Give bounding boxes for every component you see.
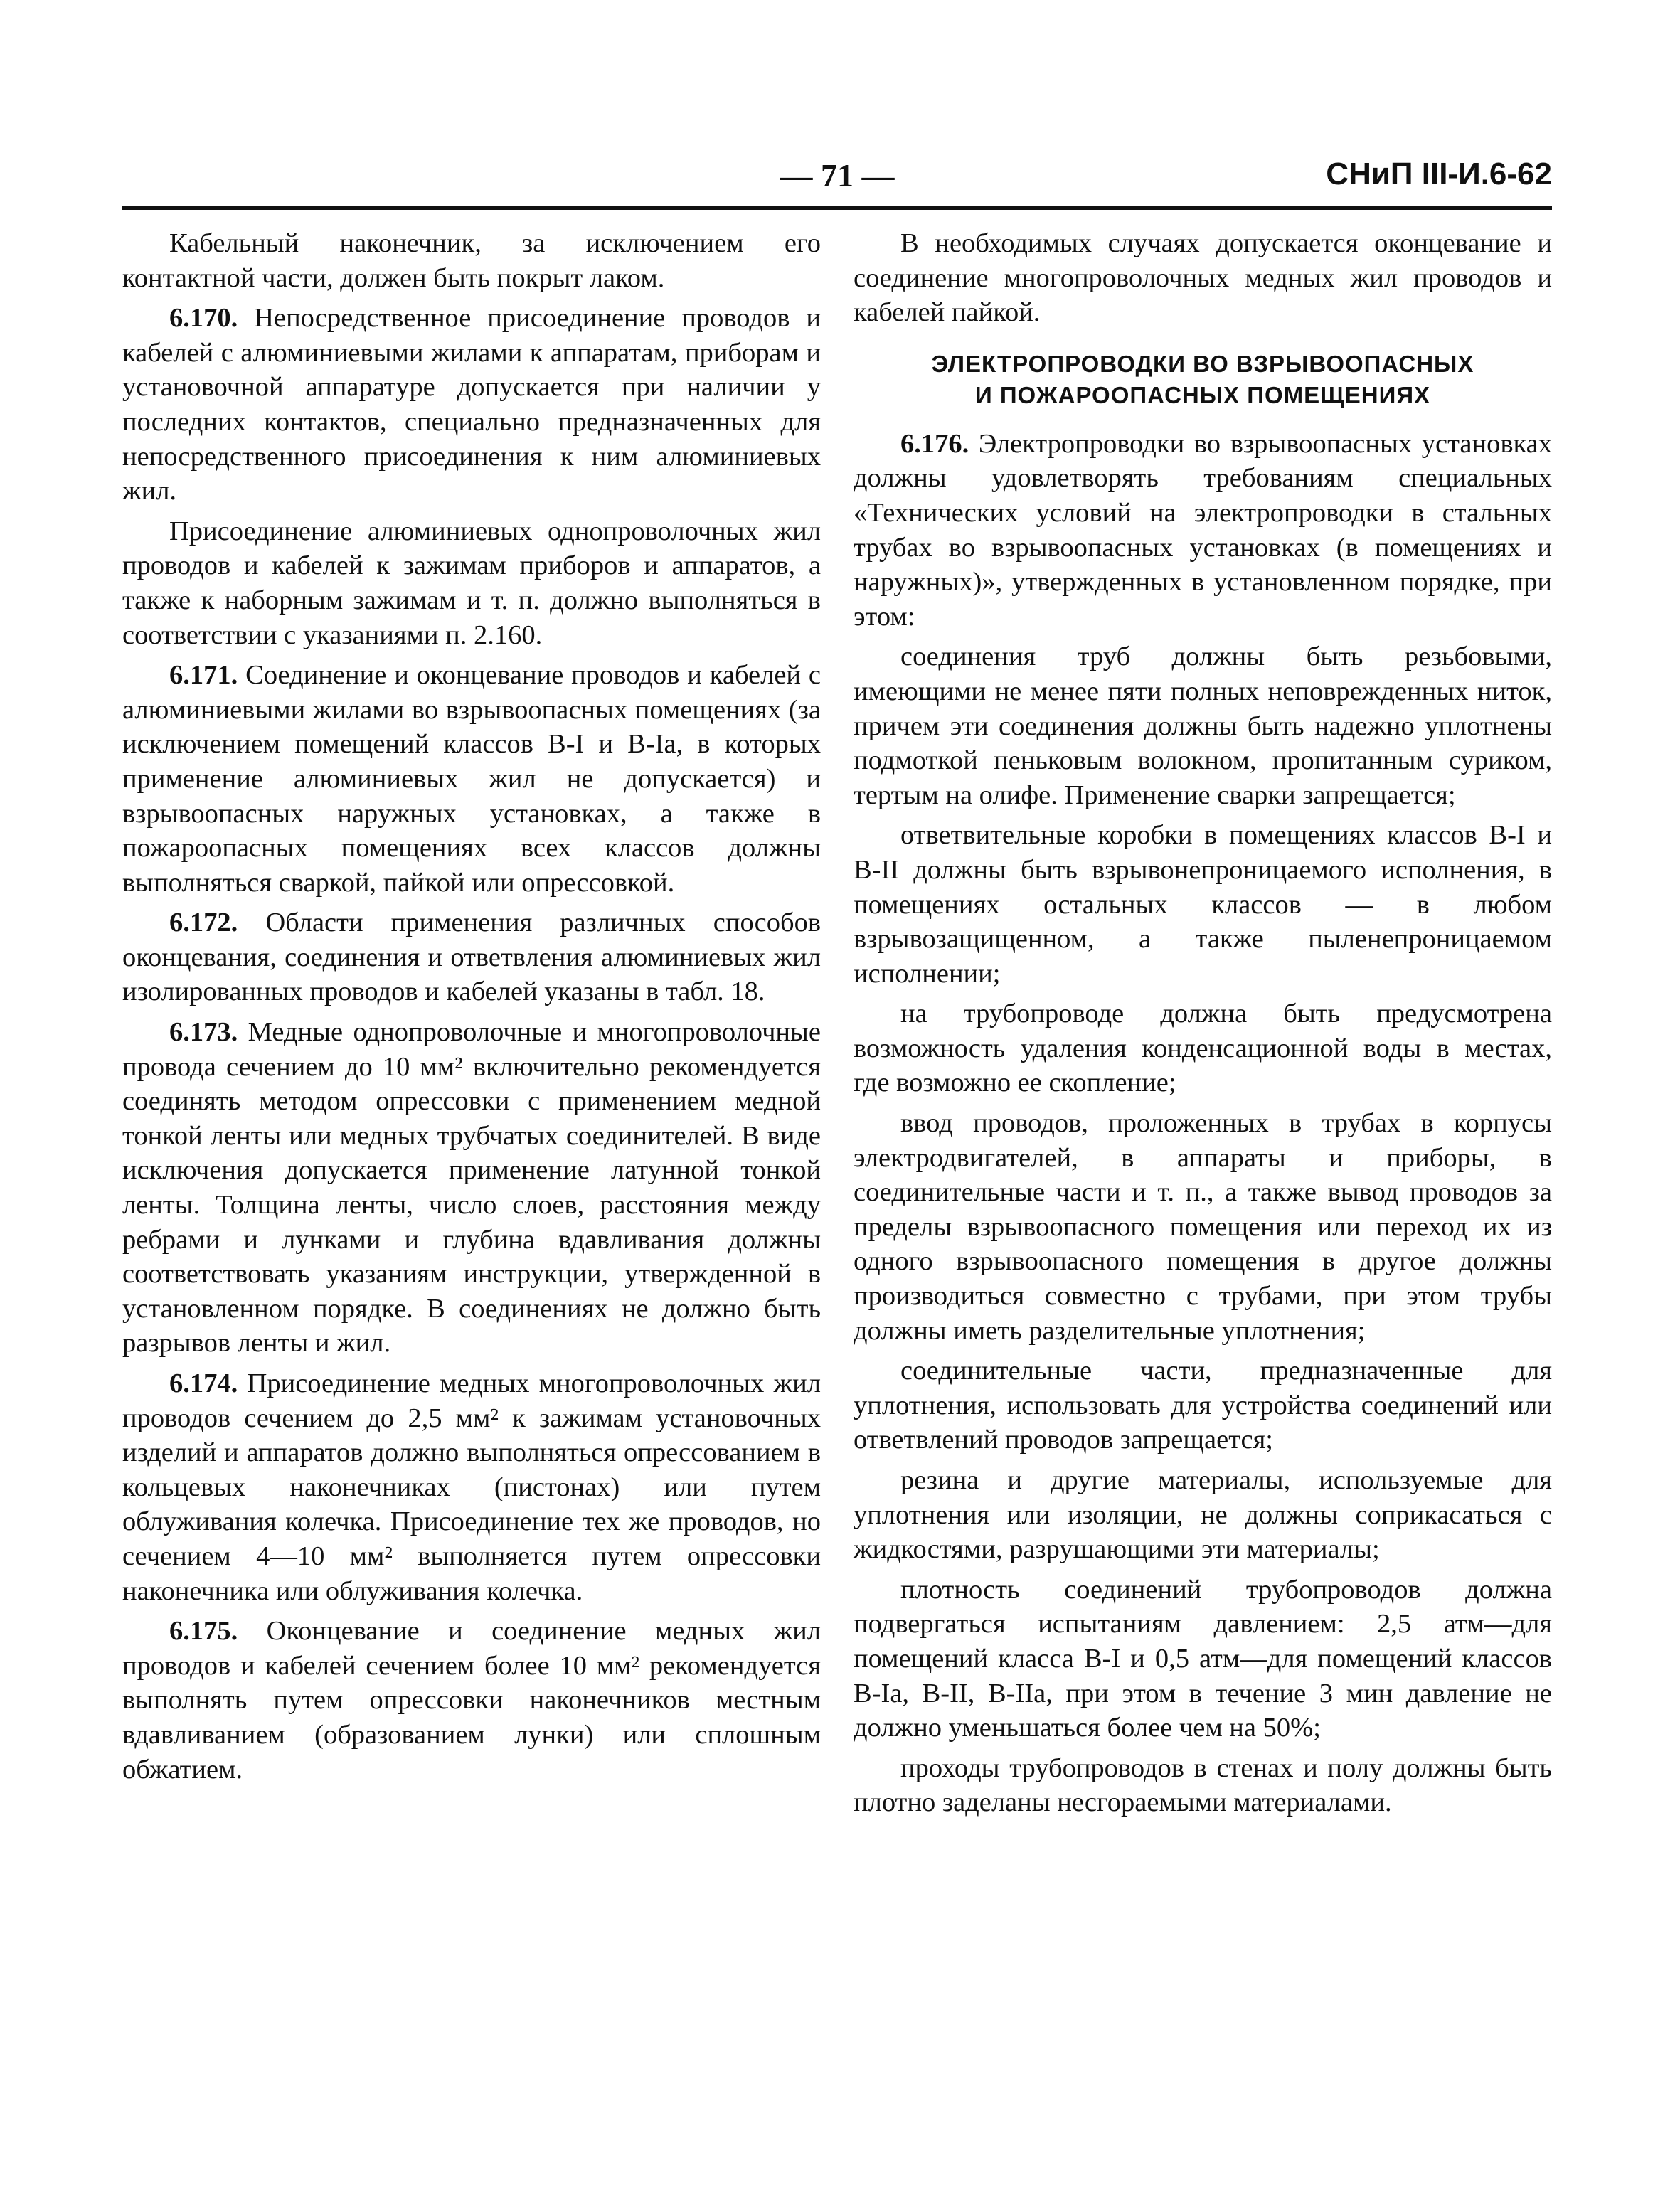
paragraph-text: Области применения различных способов оконцевания, соединения и ответвления алюминиевых жил изолированных проводов и кабелей указаны в табл. 18. <box>122 908 822 1007</box>
list-item-text: соединительные части, предназначенные для уплотнения, использовать для устройства соединений или ответвлений проводов запрещается; <box>854 1356 1552 1455</box>
document-code: СНиП III-И.6-62 <box>1326 156 1552 191</box>
paragraph <box>122 1366 821 1608</box>
list-item <box>854 818 1552 991</box>
header-rule <box>122 206 1552 210</box>
paragraph-text: Медные однопроволочные и многопроволочные провода сечением до 10 мм² включительно рекомендуется соединять методом опрессовки с применением медной тонкой ленты или медных трубчатых соединителей. В виде исключения допускается применение латунной тонкой ленты. Толщина ленты, число слоев, расстояния между ребрами и лунками и глубина вдавливания должны соответствовать указаниям инструкции, утвержденной в установленном порядке. В соединениях не должно быть разрывов ленты и жил. <box>122 1017 821 1359</box>
list-item-text: плотность соединений трубопроводов должна подвергаться испытаниям давлением: 2,5 атм—для помещений класса В-I и 0,5 атм—для помещений классов В-Iа, В-II, В-IIа, при этом в течение 3 мин давление не должно уменьшаться более чем на 50%; <box>854 1574 1552 1743</box>
paragraph-text: Соединение и оконцевание проводов и кабелей с алюминиевыми жилами во взрывоопасных помещениях (за исключением помещений классов В-I и В-Iа, в которых применение алюминиевых жил не допускается) и взрывоопасных наружных установках, а также в пожароопасных помещениях всех классов должны выполняться сваркой, пайкой или опрессовкой. <box>122 660 821 898</box>
paragraph-text: Непосредственное присоединение проводов и кабелей с алюминиевыми жилами к аппаратам, приборам и установочной аппаратуре допускается при наличии у последних контактов, специально предназначенных для непосредственного присоединения к ним алюминиевых жил. <box>122 303 821 506</box>
paragraph <box>122 1614 821 1787</box>
paragraph-text: Присоединение алюминиевых однопроволочных жил проводов и кабелей к зажимам приборов и аппаратов, а также к наборным зажимам и т. п. должно выполняться в соответствии с указаниями п. 2.160. <box>122 516 821 650</box>
list-item-text: проходы трубопроводов в стенах и полу должны быть плотно заделаны несгораемыми материалами. <box>854 1753 1552 1818</box>
paragraph <box>854 427 1552 634</box>
left-column <box>122 226 821 1792</box>
paragraph-text: Присоединение медных многопроволочных жил проводов сечением до 2,5 мм² к зажимам установочных изделий и аппаратов должно выполняться опрессованием в кольцевых наконечниках (пистонах) или путем облуживания колечка. Присоединение тех же проводов, но сечением 4—10 мм² выполняется путем опрессовки наконечника или облуживания колечка. <box>122 1368 821 1606</box>
paragraph-number: 6.173. <box>169 1017 238 1048</box>
list-item <box>854 1751 1552 1820</box>
page-header <box>122 151 1552 201</box>
paragraph-text: Оконцевание и соединение медных жил проводов и кабелей сечением более 10 мм² рекомендуется выполнять путем опрессовки наконечников местным вдавливанием (образованием лунки) или сплошным обжатием. <box>122 1616 822 1785</box>
right-column <box>854 226 1552 1826</box>
paragraph-number: 6.174. <box>169 1368 238 1398</box>
paragraph <box>122 658 821 900</box>
paragraph-number: 6.176. <box>900 428 969 459</box>
list-item-text: ответвительные коробки в помещениях классов В-I и В-II должны быть взрывонепроницаемого исполнения, в помещениях остальных классов — в любом взрывозащищенном, а также пыленепроницаемом исполнении; <box>854 820 1552 989</box>
section-title-line: И ПОЖАРООПАСНЫХ ПОМЕЩЕНИЯХ <box>974 381 1431 408</box>
section-title <box>854 349 1552 411</box>
list-item-text: на трубопроводе должна быть предусмотрена возможность удаления конденсационной воды в местах, где возможно ее скопление; <box>854 999 1552 1098</box>
list-item-text: резина и другие материалы, используемые для уплотнения или изоляции, не должны соприкасаться с жидкостями, разрушающими эти материалы; <box>854 1465 1552 1565</box>
paragraph-number: 6.172. <box>169 908 238 938</box>
intro-paragraph: В необходимых случаях допускается оконцевание и соединение многопроволочных медных жил проводов и кабелей пайкой. <box>854 228 1552 328</box>
paragraph <box>122 301 821 509</box>
list-item <box>854 1354 1552 1457</box>
list-item-text: ввод проводов, проложенных в трубах в корпусы электродвигателей, в аппараты и приборы, в соединительные части и т. п., а также вывод проводов за пределы взрывоопасного помещения или переход их из одного взрывоопасного помещения в другое должны производиться совместно с трубами, при этом трубы должны иметь разделительные уплотнения; <box>854 1108 1552 1346</box>
paragraph-number: 6.170. <box>169 303 238 334</box>
paragraph <box>122 905 821 1009</box>
list-item <box>854 1463 1552 1567</box>
list-item <box>854 996 1552 1100</box>
paragraph <box>122 514 821 652</box>
list-item <box>854 1106 1552 1348</box>
paragraph-text: Кабельный наконечник, за исключением его контактной части, должен быть покрыт лаком. <box>122 228 821 293</box>
list-item-text: соединения труб должны быть резьбовыми, имеющими не менее пяти полных неповрежденных ниток, причем эти соединения должны быть надежно уплотнены подмоткой пеньковым волокном, пропитанным суриком, тертым на олифе. Применение сварки запрещается; <box>854 642 1552 810</box>
paragraph-text: Электропроводки во взрывоопасных установках должны удовлетворять требованиям специальных «Технических условий на электропроводки в стальных трубах во взрывоопасных установках (в помещениях и наружных)», утвержденных в установленном порядке, при этом: <box>854 428 1552 632</box>
section-title-line: ЭЛЕКТРОПРОВОДКИ ВО ВЗРЫВООПАСНЫХ <box>931 350 1474 377</box>
list-item <box>854 1573 1552 1745</box>
paragraph <box>122 1015 821 1361</box>
page-number: — 71 — <box>780 157 895 193</box>
list-item <box>854 639 1552 812</box>
paragraph-number: 6.171. <box>169 660 238 691</box>
paragraph <box>122 226 821 295</box>
paragraph-number: 6.175. <box>169 1616 238 1647</box>
